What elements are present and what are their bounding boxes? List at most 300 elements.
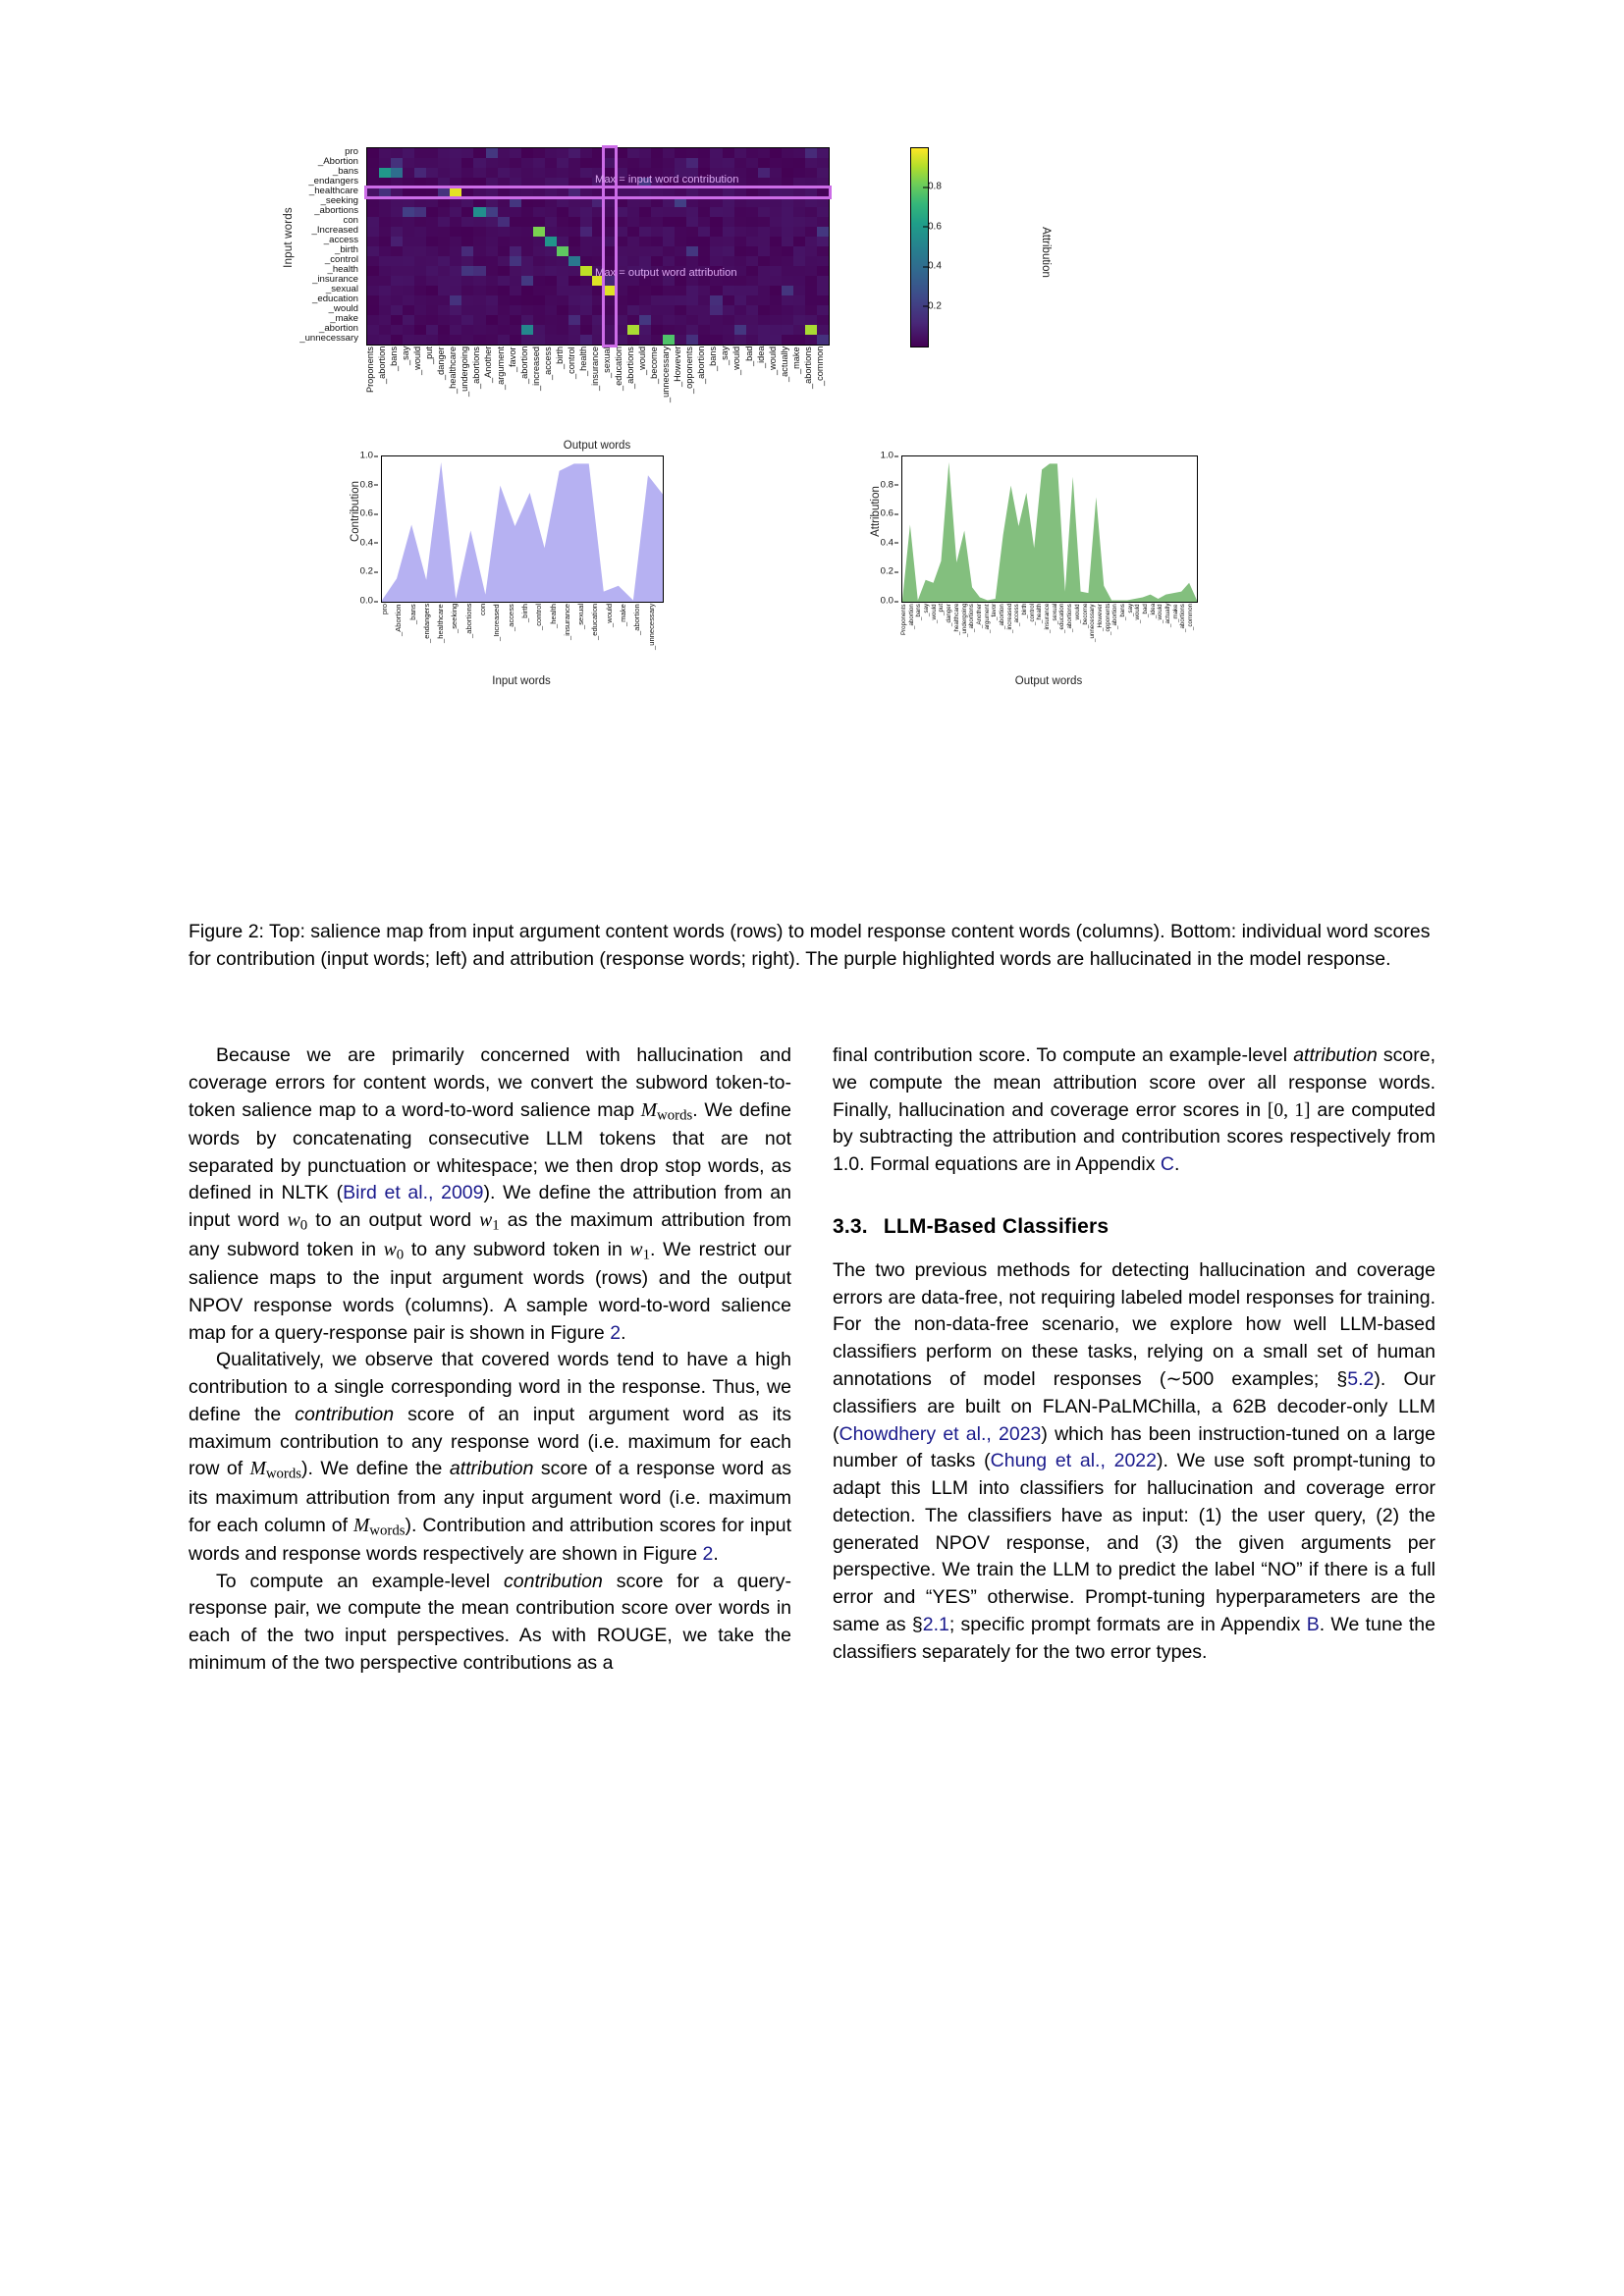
- heatmap-cell: [616, 158, 627, 168]
- heatmap-cell: [521, 276, 533, 286]
- heatmap-cell: [403, 266, 414, 276]
- text-run: score for a query-response pair, we compute the mean contribution score over words in each of the two input perspectives. As with ROUGE, we take the minimum of the two perspective contributions as a: [189, 1570, 791, 1674]
- heatmap-x-tick: Proponents: [365, 347, 375, 393]
- heatmap-cell: [746, 158, 758, 168]
- heatmap-cell: [651, 227, 663, 237]
- heatmap-cell: [473, 227, 485, 237]
- heatmap-cell: [426, 217, 438, 227]
- colorbar: [910, 147, 1052, 353]
- emphasis-attribution: attribution: [1293, 1044, 1378, 1066]
- heatmap-cell: [545, 266, 557, 276]
- heatmap-cell: [710, 148, 722, 158]
- heatmap-cell: [414, 335, 426, 345]
- heatmap-cell: [414, 148, 426, 158]
- heatmap-cell: [604, 286, 616, 295]
- heatmap-cell: [438, 266, 450, 276]
- heatmap-cell: [414, 325, 426, 335]
- heatmap-cell: [782, 227, 793, 237]
- heatmap-cell: [521, 187, 533, 197]
- heatmap-cell: [758, 246, 770, 256]
- heatmap-cell: [486, 197, 498, 207]
- citation-bird-2009[interactable]: Bird et al., 2009: [343, 1182, 484, 1204]
- heatmap-cell: [486, 256, 498, 266]
- heatmap-cell: [521, 237, 533, 246]
- heatmap-cell: [805, 168, 817, 178]
- heatmap-cell: [793, 276, 805, 286]
- heatmap-cell: [580, 325, 592, 335]
- text-run: to any subword token in: [404, 1238, 630, 1260]
- heatmap-cell: [758, 217, 770, 227]
- axis-tick: _actually: [1164, 604, 1172, 628]
- heatmap-cell: [461, 168, 473, 178]
- heatmap-cell: [461, 187, 473, 197]
- heatmap-cell: [782, 207, 793, 217]
- heatmap-cell: [426, 266, 438, 276]
- heatmap-cell: [616, 315, 627, 325]
- heatmap-cell: [793, 295, 805, 305]
- heatmap-cell: [367, 246, 379, 256]
- heatmap-cell: [450, 168, 461, 178]
- heatmap-cell: [758, 335, 770, 345]
- heatmap-cell: [498, 178, 510, 187]
- axis-tick: Proponents: [900, 604, 907, 635]
- text-run: .: [713, 1542, 719, 1565]
- heatmap-cell: [426, 305, 438, 315]
- heatmap-cell: [758, 148, 770, 158]
- heatmap-cell: [367, 178, 379, 187]
- heatmap-cell: [486, 227, 498, 237]
- heatmap-cell: [686, 227, 698, 237]
- annotation-input-word-contribution: Max = input word contribution: [595, 174, 739, 186]
- paragraph-attribution-continued: [833, 1042, 1435, 1179]
- text-run: .: [1173, 1153, 1180, 1176]
- heatmap-cell: [686, 148, 698, 158]
- heatmap-cell: [510, 217, 521, 227]
- heatmap-cell: [793, 207, 805, 217]
- heatmap-cell: [498, 197, 510, 207]
- heatmap-cell: [379, 158, 391, 168]
- heatmap-y-tick: _make: [330, 313, 358, 325]
- heatmap-cell: [486, 178, 498, 187]
- axis-tick: 0.0: [359, 595, 373, 607]
- heatmap-cell: [568, 246, 580, 256]
- heatmap-cell: [675, 237, 686, 246]
- heatmap-cell: [414, 158, 426, 168]
- heatmap-cell: [793, 197, 805, 207]
- axis-tick: _would: [1134, 604, 1142, 623]
- heatmap-cell: [498, 168, 510, 178]
- heatmap-cell: [782, 237, 793, 246]
- heatmap-cell: [710, 246, 722, 256]
- heatmap-cell: [686, 286, 698, 295]
- heatmap-cell: [391, 187, 403, 197]
- heatmap-cell: [557, 168, 568, 178]
- heatmap-cell: [498, 246, 510, 256]
- heatmap-cell: [473, 197, 485, 207]
- heatmap-cell: [746, 305, 758, 315]
- text-run: . We tune the classifiers separately for the two error types.: [833, 1613, 1435, 1663]
- heatmap-cell: [510, 246, 521, 256]
- axis-tick: _abortions: [1179, 604, 1187, 632]
- heatmap-cell: [805, 227, 817, 237]
- heatmap-cell: [486, 237, 498, 246]
- heatmap-cell: [391, 325, 403, 335]
- heatmap-cell: [817, 227, 829, 237]
- heatmap-cell: [473, 168, 485, 178]
- heatmap-cell: [746, 227, 758, 237]
- heatmap-cell: [438, 168, 450, 178]
- heatmap-cell: [403, 207, 414, 217]
- heatmap-cell: [438, 295, 450, 305]
- figure-2: [187, 147, 1443, 687]
- heatmap-cell: [734, 217, 746, 227]
- heatmap-cell: [817, 178, 829, 187]
- heatmap-cell: [414, 246, 426, 256]
- heatmap-cell: [746, 276, 758, 286]
- heatmap-cell: [734, 295, 746, 305]
- heatmap-cell: [793, 217, 805, 227]
- heatmap-cell: [367, 315, 379, 325]
- heatmap-y-tick: _seeking: [320, 195, 358, 207]
- heatmap-cell: [723, 158, 734, 168]
- heatmap-cell: [403, 178, 414, 187]
- heatmap-cell: [746, 286, 758, 295]
- axis-tick: _become: [1081, 604, 1089, 629]
- figure-reference-2[interactable]: 2: [610, 1321, 622, 1344]
- heatmap-cell: [403, 276, 414, 286]
- heatmap-cell: [568, 227, 580, 237]
- heatmap-cell: [698, 246, 710, 256]
- figure-reference-2[interactable]: 2: [702, 1542, 714, 1565]
- heatmap-cell: [391, 217, 403, 227]
- heatmap-cell: [461, 227, 473, 237]
- heatmap-cell: [734, 335, 746, 345]
- heatmap-cell: [450, 256, 461, 266]
- heatmap-cell: [675, 197, 686, 207]
- heatmap-cell: [592, 187, 604, 197]
- heatmap-cell: [817, 168, 829, 178]
- heatmap-cell: [533, 325, 545, 335]
- heatmap-cell: [498, 207, 510, 217]
- math-w1: w: [479, 1210, 493, 1232]
- axis-tick: _argument: [983, 604, 991, 633]
- text-run: Because we are primarily concerned with hallucination and coverage errors for content words, we convert the subword token-to-token salience map to a word-to-word salience map: [189, 1044, 791, 1121]
- axis-tick: 0.6: [880, 507, 893, 519]
- heatmap-cell: [426, 256, 438, 266]
- heatmap-cell: [663, 246, 675, 256]
- heatmap-cell: [746, 295, 758, 305]
- heatmap-cell: [403, 246, 414, 256]
- heatmap-cell: [379, 325, 391, 335]
- heatmap-cell: [580, 237, 592, 246]
- heatmap-x-tick: _opponents: [684, 347, 695, 395]
- heatmap-cell: [817, 237, 829, 246]
- heatmap-cell: [450, 148, 461, 158]
- heatmap-cell: [473, 256, 485, 266]
- body-column-left: [189, 1042, 791, 1678]
- heatmap-cell: [782, 197, 793, 207]
- heatmap-cell: [367, 187, 379, 197]
- heatmap-cell: [510, 178, 521, 187]
- heatmap-cell: [805, 335, 817, 345]
- heatmap-cell: [723, 315, 734, 325]
- heatmap-cell: [533, 286, 545, 295]
- heatmap-cell: [557, 295, 568, 305]
- heatmap-cell: [426, 246, 438, 256]
- heatmap-cell: [793, 286, 805, 295]
- heatmap-cell: [793, 227, 805, 237]
- heatmap-cell: [473, 286, 485, 295]
- heatmap-cell: [604, 315, 616, 325]
- heatmap-cell: [461, 148, 473, 158]
- heatmap-cell: [391, 178, 403, 187]
- heatmap-cell: [746, 178, 758, 187]
- heatmap-cell: [686, 158, 698, 168]
- heatmap-cell: [710, 335, 722, 345]
- heatmap-cell: [545, 217, 557, 227]
- heatmap-cell: [510, 295, 521, 305]
- heatmap-cell: [545, 168, 557, 178]
- heatmap-cell: [379, 286, 391, 295]
- heatmap-cell: [391, 168, 403, 178]
- axis-tick: _Another: [975, 604, 983, 629]
- heatmap-cell: [580, 187, 592, 197]
- heatmap-cell: [568, 217, 580, 227]
- heatmap-cell: [498, 325, 510, 335]
- heatmap-cell: [391, 335, 403, 345]
- heatmap-cell: [510, 266, 521, 276]
- figure-caption: Figure 2: Top: salience map from input argument content words (rows) to model response content words (columns). Bottom: individual word scores for contribution (input words; left) and attribution (response words; right). The purple highlighted words are hallucinated in the model response.: [189, 921, 1431, 970]
- math-w0-b-sub: 0: [396, 1246, 405, 1262]
- heatmap-cell: [450, 227, 461, 237]
- heatmap-cell: [379, 178, 391, 187]
- heatmap-cell: [533, 266, 545, 276]
- text-run: The two previous methods for detecting hallucination and coverage errors are data-free, not requiring labeled model responses for training. For the non-data-free scenario, we explore how well LLM-based classifiers perform on these tasks, relying on a small set of human annotations of model responses (∼500 examples; §: [833, 1258, 1435, 1390]
- heatmap-cell: [616, 325, 627, 335]
- emphasis-attribution: attribution: [449, 1458, 534, 1480]
- heatmap-cell: [723, 207, 734, 217]
- heatmap-cell: [461, 237, 473, 246]
- heatmap-x-tick: _would: [637, 347, 648, 376]
- heatmap-cell: [545, 187, 557, 197]
- heatmap-cell: [545, 246, 557, 256]
- appendix-reference-c[interactable]: C: [1160, 1153, 1174, 1176]
- heatmap-cell: [651, 187, 663, 197]
- heatmap-cell: [486, 168, 498, 178]
- heatmap-cell: [651, 217, 663, 227]
- text-run: Qualitatively, we observe that covered words tend to have a high contribution to a single corresponding word in the response. Thus, we define the: [189, 1349, 791, 1425]
- heatmap-cell: [498, 158, 510, 168]
- heatmap-cell: [616, 227, 627, 237]
- axis-tick: 0.8: [359, 479, 373, 491]
- heatmap-cell: [426, 286, 438, 295]
- heatmap-cell: [782, 315, 793, 325]
- section-reference-2-1[interactable]: 2.1: [922, 1613, 949, 1635]
- heatmap-x-tick: _insurance: [589, 347, 600, 391]
- colorbar-tick: 0.2: [928, 300, 942, 312]
- axis-tick: _healthcare: [436, 604, 446, 643]
- heatmap-cell: [758, 305, 770, 315]
- appendix-reference-b[interactable]: B: [1306, 1613, 1320, 1635]
- heatmap-cell: [403, 295, 414, 305]
- heatmap-cell: [580, 158, 592, 168]
- heatmap-cell: [391, 276, 403, 286]
- text-run: ). We use soft prompt-tuning to adapt this LLM into classifiers for hallucination and coverage error detection. The classifiers have as input: (1) the user query, (2) the generated NPOV response, and (3) the given arguments per perspective. We train the LLM to predict the label “NO” if there is a full error and “YES” otherwise. Prompt-tuning hyperparameters are the same as §: [833, 1450, 1435, 1635]
- axis-tick: _undergoing: [960, 604, 968, 638]
- heatmap-cell: [592, 237, 604, 246]
- heatmap-cell: [734, 315, 746, 325]
- heatmap-cell: [473, 266, 485, 276]
- heatmap-cell: [592, 217, 604, 227]
- citation-chowdhery-2023[interactable]: Chowdhery et al., 2023: [839, 1422, 1042, 1445]
- heatmap-cell: [604, 207, 616, 217]
- heatmap-cell: [438, 335, 450, 345]
- axis-tick: _would: [1157, 604, 1164, 623]
- axis-tick: _make: [619, 604, 628, 626]
- heatmap-cell: [663, 237, 675, 246]
- heatmap-cell: [746, 335, 758, 345]
- heatmap-cell: [367, 227, 379, 237]
- colorbar-title: Attribution: [1040, 227, 1052, 278]
- heatmap-cell: [498, 286, 510, 295]
- heatmap-cell: [486, 305, 498, 315]
- heatmap-cell: [414, 295, 426, 305]
- heatmap-cell: [450, 217, 461, 227]
- heatmap-cell: [438, 227, 450, 237]
- heatmap-cell: [710, 315, 722, 325]
- heatmap-cell: [461, 266, 473, 276]
- heatmap-cell: [426, 148, 438, 158]
- heatmap-cell: [545, 295, 557, 305]
- heatmap-cell: [379, 276, 391, 286]
- heatmap-cell: [639, 148, 651, 158]
- heatmap-cell: [498, 335, 510, 345]
- heatmap-cell: [734, 256, 746, 266]
- heatmap-x-axis-label: Output words: [563, 440, 631, 452]
- heatmap-cell: [758, 197, 770, 207]
- heatmap-cell: [521, 315, 533, 325]
- heatmap-cell: [379, 295, 391, 305]
- axis-tick: _abortions: [968, 604, 976, 632]
- heatmap-cell: [438, 286, 450, 295]
- heatmap-cell: [770, 286, 782, 295]
- heatmap-cell: [782, 266, 793, 276]
- attribution-y-axis-label: Attribution: [870, 486, 882, 537]
- heatmap-cell: [710, 305, 722, 315]
- heatmap-cell: [533, 178, 545, 187]
- heatmap-cell: [568, 295, 580, 305]
- axis-tick: _health: [548, 604, 558, 628]
- heatmap-cell: [438, 276, 450, 286]
- heatmap-cell: [723, 335, 734, 345]
- heatmap-cell: [639, 286, 651, 295]
- heatmap-cell: [557, 315, 568, 325]
- heatmap-cell: [510, 286, 521, 295]
- heatmap-x-tick: _sexual: [601, 347, 612, 378]
- heatmap-cell: [734, 197, 746, 207]
- heatmap-x-tick: _However: [673, 347, 683, 388]
- heatmap-cell: [533, 237, 545, 246]
- heatmap-cell: [473, 246, 485, 256]
- heatmap-cell: [379, 266, 391, 276]
- heatmap-cell: [758, 227, 770, 237]
- heatmap-cell: [770, 305, 782, 315]
- heatmap-cell: [663, 315, 675, 325]
- heatmap-cell: [545, 305, 557, 315]
- heatmap-cell: [698, 325, 710, 335]
- axis-tick: 0.4: [359, 537, 373, 549]
- heatmap-cell: [770, 148, 782, 158]
- heatmap-cell: [461, 246, 473, 256]
- citation-chung-2022[interactable]: Chung et al., 2022: [990, 1450, 1157, 1472]
- heatmap-cell: [663, 295, 675, 305]
- section-reference-5-2[interactable]: 5.2: [1347, 1367, 1375, 1390]
- heatmap-cell: [521, 158, 533, 168]
- heatmap-cell: [782, 276, 793, 286]
- heatmap-cell: [782, 295, 793, 305]
- math-w0-b: w: [383, 1239, 397, 1260]
- heatmap-cell: [639, 158, 651, 168]
- heatmap-cell: [391, 227, 403, 237]
- heatmap-cell: [651, 246, 663, 256]
- heatmap-cell: [533, 315, 545, 325]
- heatmap-cell: [592, 227, 604, 237]
- heatmap-cell: [533, 295, 545, 305]
- heatmap-cell: [627, 325, 639, 335]
- heatmap-cell: [568, 158, 580, 168]
- heatmap-cell: [426, 237, 438, 246]
- heatmap-cell: [426, 158, 438, 168]
- heatmap-cell: [379, 197, 391, 207]
- axis-tick: con: [478, 604, 488, 616]
- heatmap-cell: [627, 217, 639, 227]
- heatmap-y-tick: con: [343, 215, 358, 227]
- heatmap-cell: [403, 286, 414, 295]
- heatmap-x-tick: _education: [613, 347, 623, 391]
- heatmap-cell: [651, 197, 663, 207]
- heatmap-cell: [414, 266, 426, 276]
- heatmap-cell: [391, 246, 403, 256]
- heatmap-cell: [568, 286, 580, 295]
- heatmap-cell: [379, 217, 391, 227]
- text-run: to an output word: [307, 1209, 480, 1232]
- heatmap-cell: [817, 276, 829, 286]
- heatmap-cell: [663, 305, 675, 315]
- heatmap-cell: [391, 256, 403, 266]
- heatmap-cell: [770, 187, 782, 197]
- heatmap-cell: [723, 256, 734, 266]
- heatmap-cell: [698, 197, 710, 207]
- heatmap-cell: [758, 295, 770, 305]
- heatmap-cell: [486, 246, 498, 256]
- heatmap-cell: [663, 207, 675, 217]
- axis-tick: _control: [1028, 604, 1036, 626]
- heatmap-cell: [805, 246, 817, 256]
- heatmap-cell: [651, 305, 663, 315]
- axis-tick: _abortion: [632, 604, 642, 635]
- heatmap-y-tick: _would: [328, 303, 358, 315]
- axis-tick: _common: [1187, 604, 1195, 631]
- axis-tick: _say: [923, 604, 931, 617]
- heatmap-cell: [604, 158, 616, 168]
- heatmap-cell: [604, 335, 616, 345]
- heatmap-cell: [770, 295, 782, 305]
- heatmap-cell: [498, 148, 510, 158]
- axis-tick: _endangers: [421, 604, 431, 644]
- heatmap-cell: [367, 305, 379, 315]
- text-run: as the maximum attribution from any subword token in: [189, 1209, 791, 1260]
- heatmap-cell: [580, 246, 592, 256]
